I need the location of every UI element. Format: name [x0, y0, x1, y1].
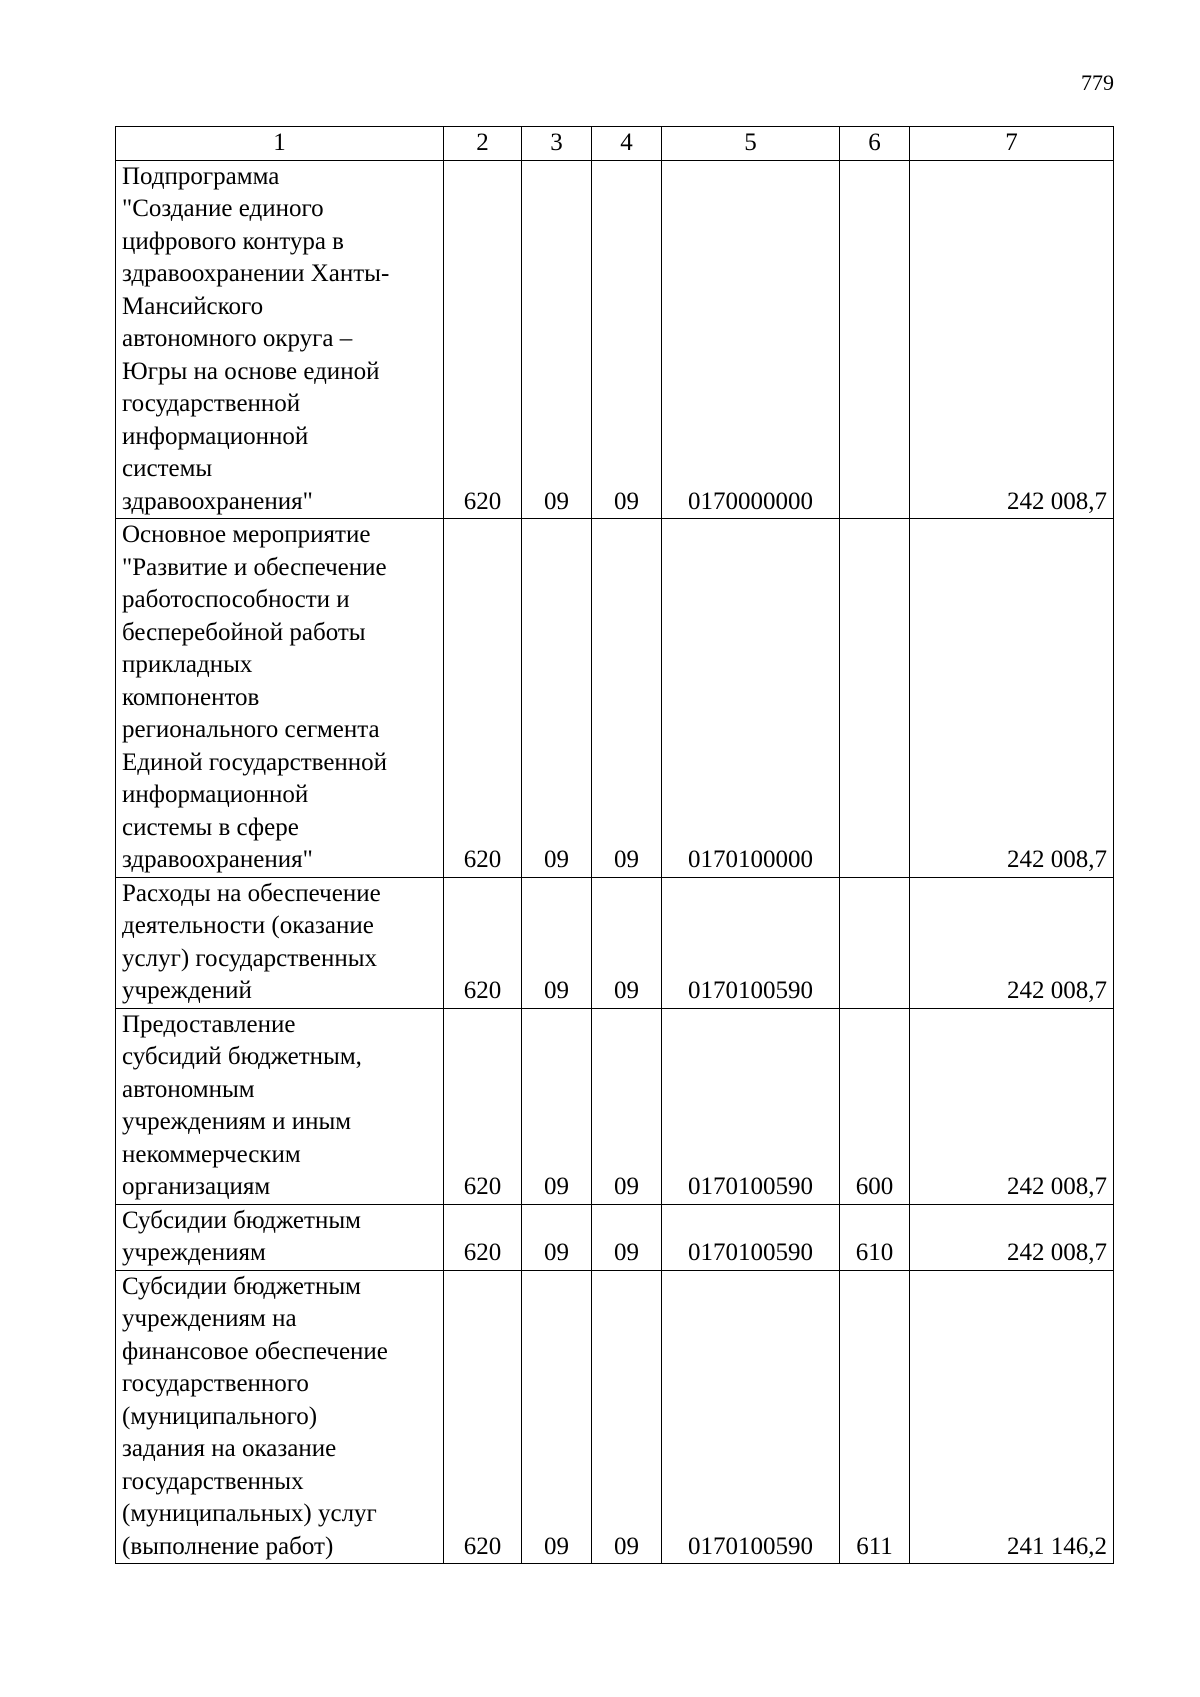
column-header-7: 7	[910, 127, 1114, 161]
expense-type-code-cell: 611	[840, 1270, 910, 1564]
expense-type-code-cell	[840, 160, 910, 519]
row-name-line: Югры на основе единой	[122, 357, 380, 385]
column-header-1: 1	[116, 127, 444, 161]
row-name-line: информационной	[122, 422, 309, 450]
table-row	[116, 1008, 1114, 1204]
column-header-6: 6	[840, 127, 910, 161]
row-name-line: регионального сегмента	[122, 716, 380, 743]
row-name-line: автономного округа –	[122, 325, 353, 352]
section-code-cell: 09	[522, 1270, 592, 1564]
expense-type-code-cell: 610	[840, 1204, 910, 1270]
page-number: 779	[1081, 70, 1114, 95]
admin-code-cell: 620	[444, 877, 522, 1008]
section-code-cell: 09	[522, 1204, 592, 1270]
row-name-cell	[116, 1204, 444, 1270]
amount-cell: 241 146,2	[910, 1270, 1114, 1564]
admin-code-cell: 620	[444, 1008, 522, 1204]
row-name-line: субсидий бюджетным,	[122, 1043, 362, 1070]
row-name-line: учреждениям и иным	[122, 1108, 352, 1135]
row-name-line: Предоставление	[122, 1010, 296, 1038]
row-name-line: здравоохранении Ханты-	[122, 260, 390, 287]
row-name-line: учреждениям на	[122, 1305, 297, 1332]
row-name-line: "Создание единого	[122, 195, 324, 222]
row-name-line: здравоохранения"	[122, 487, 313, 515]
amount-cell: 242 008,7	[910, 519, 1114, 878]
table-body	[116, 160, 1114, 1564]
column-header-4: 4	[592, 127, 662, 161]
section-code-cell: 09	[522, 519, 592, 878]
expense-type-code-cell	[840, 877, 910, 1008]
column-header-2: 2	[444, 127, 522, 161]
section-code-cell: 09	[522, 1008, 592, 1204]
admin-code-cell: 620	[444, 1204, 522, 1270]
row-name-cell	[116, 877, 444, 1008]
row-name-line: (муниципальных) услуг	[122, 1500, 377, 1527]
row-name-line: услуг) государственных	[122, 944, 377, 972]
amount-cell: 242 008,7	[910, 160, 1114, 519]
column-header-3: 3	[522, 127, 592, 161]
admin-code-cell: 620	[444, 1270, 522, 1564]
section-code-cell: 09	[522, 160, 592, 519]
expense-type-code-cell	[840, 519, 910, 878]
admin-code-cell: 620	[444, 160, 522, 519]
row-name-line: задания на оказание	[122, 1435, 337, 1462]
row-name-line: системы	[122, 455, 213, 482]
target-item-code-cell: 0170100590	[662, 1008, 840, 1204]
row-name-line: цифрового контура в	[122, 227, 344, 255]
row-name-line: автономным	[122, 1075, 255, 1103]
target-item-code-cell: 0170100590	[662, 877, 840, 1008]
subsection-code-cell: 09	[592, 1008, 662, 1204]
amount-cell: 242 008,7	[910, 1008, 1114, 1204]
row-name-line: учреждениям	[122, 1239, 266, 1266]
row-name-cell	[116, 160, 444, 519]
row-name-line: Расходы на обеспечение	[122, 879, 381, 907]
target-item-code-cell: 0170100000	[662, 519, 840, 878]
row-name-line: деятельности (оказание	[122, 912, 374, 939]
table-row	[116, 1270, 1114, 1564]
row-name-line: финансовое обеспечение	[122, 1337, 388, 1365]
amount-cell: 242 008,7	[910, 1204, 1114, 1270]
admin-code-cell: 620	[444, 519, 522, 878]
budget-table	[115, 126, 1114, 1564]
row-name-line: (муниципального)	[122, 1402, 318, 1430]
target-item-code-cell: 0170100590	[662, 1204, 840, 1270]
target-item-code-cell: 0170100590	[662, 1270, 840, 1564]
subsection-code-cell: 09	[592, 519, 662, 878]
row-name-line: организациям	[122, 1173, 271, 1200]
row-name-line: Основное мероприятие	[122, 521, 371, 548]
subsection-code-cell: 09	[592, 1204, 662, 1270]
target-item-code-cell: 0170000000	[662, 160, 840, 519]
row-name-cell	[116, 519, 444, 878]
table-row	[116, 519, 1114, 878]
subsection-code-cell: 09	[592, 160, 662, 519]
row-name-cell	[116, 1008, 444, 1204]
header-row	[116, 127, 1114, 161]
expense-type-code-cell: 600	[840, 1008, 910, 1204]
subsection-code-cell: 09	[592, 877, 662, 1008]
amount-cell: 242 008,7	[910, 877, 1114, 1008]
row-name-line: государственных	[122, 1467, 304, 1495]
row-name-line: работоспособности и	[122, 586, 350, 613]
row-name-line: Мансийского	[122, 292, 264, 320]
subsection-code-cell: 09	[592, 1270, 662, 1564]
section-code-cell: 09	[522, 877, 592, 1008]
column-header-5: 5	[662, 127, 840, 161]
row-name-cell	[116, 1270, 444, 1564]
row-name-line: государственного	[122, 1370, 309, 1397]
row-name-line: здравоохранения"	[122, 846, 313, 873]
row-name-line: государственной	[122, 390, 301, 417]
row-name-line: (выполнение работ)	[122, 1532, 334, 1560]
row-name-line: "Развитие и обеспечение	[122, 553, 387, 581]
row-name-line: учреждений	[122, 977, 252, 1004]
row-name-line: Субсидии бюджетным	[122, 1272, 361, 1300]
row-name-line: Подпрограмма	[122, 162, 280, 190]
row-name-line: некоммерческим	[122, 1140, 301, 1168]
row-name-line: Субсидии бюджетным	[122, 1206, 361, 1234]
row-name-line: прикладных	[122, 651, 253, 678]
table-row	[116, 877, 1114, 1008]
table-row	[116, 160, 1114, 519]
row-name-line: информационной	[122, 781, 309, 808]
table-row	[116, 1204, 1114, 1270]
row-name-line: системы в сфере	[122, 813, 299, 841]
row-name-line: бесперебойной работы	[122, 618, 366, 646]
row-name-line: Единой государственной	[122, 748, 388, 776]
row-name-line: компонентов	[122, 683, 260, 711]
